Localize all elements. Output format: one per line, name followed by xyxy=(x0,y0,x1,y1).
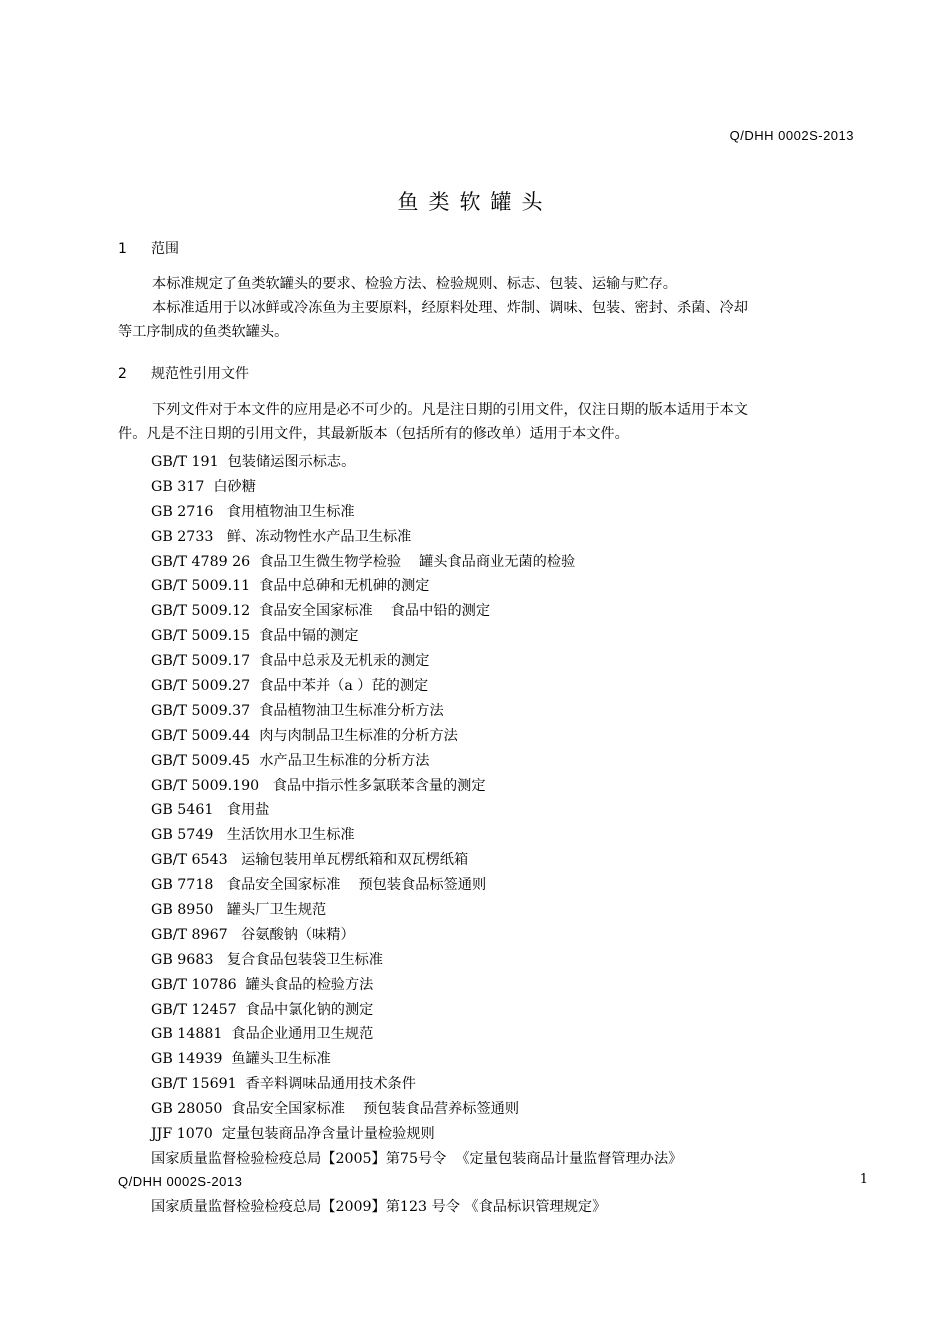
reference-item: GB 8950 罐头厂卫生规范 xyxy=(151,902,327,919)
reference-item: GB/T 8967 谷氨酸钠（味精） xyxy=(151,926,355,943)
reference-item: GB/T 5009.17 食品中总汞及无机汞的测定 xyxy=(151,653,430,670)
reference-item: GB/T 5009.45 水产品卫生标准的分析方法 xyxy=(151,752,430,769)
paragraph: 本标准规定了鱼类软罐头的要求、检验方法、检验规则、标志、包装、运输与贮存。 xyxy=(152,276,677,292)
reference-item: GB/T 12457 食品中氯化钠的测定 xyxy=(151,1001,374,1018)
section-2-heading xyxy=(118,363,249,383)
reference-item: GB 2716 食用植物油卫生标准 xyxy=(151,503,355,520)
reference-item: JJF 1070 定量包装商品净含量计量检验规则 xyxy=(151,1126,435,1143)
reference-item: GB 9683 复合食品包装袋卫生标准 xyxy=(151,951,383,968)
paragraph: 下列文件对于本文件的应用是必不可少的。凡是注日期的引用文件，仅注日期的版本适用于本文 xyxy=(152,402,748,418)
paragraph: 本标准适用于以冰鲜或冷冻鱼为主要原料，经原料处理、炸制、调味、包装、密封、杀菌、冷却 xyxy=(152,300,748,316)
reference-item: 国家质量监督检验检疫总局【2005】第75号令 《定量包装商品计量监督管理办法》 xyxy=(151,1150,683,1167)
reference-item-next-page: 国家质量监督检验检疫总局【2009】第123 号令 《食品标识管理规定》 xyxy=(151,1199,607,1215)
reference-item: GB 317 白砂糖 xyxy=(151,478,256,495)
reference-item: GB/T 10786 罐头食品的检验方法 xyxy=(151,976,374,993)
reference-item: GB 7718 食品安全国家标准 预包装食品标签通则 xyxy=(151,877,487,894)
reference-item: GB 5461 食用盐 xyxy=(151,802,270,819)
reference-item: GB/T 5009.190 食品中指示性多氯联苯含量的测定 xyxy=(151,777,486,794)
document-code-header: Q/DHH 0002S-2013 xyxy=(729,128,854,143)
reference-item: GB 14939 鱼罐头卫生标准 xyxy=(151,1051,331,1068)
page-number: 1 xyxy=(859,1172,868,1187)
reference-item: GB/T 4789 26 食品卫生微生物学检验 罐头食品商业无菌的检验 xyxy=(151,553,576,570)
section-2-body xyxy=(118,398,748,446)
reference-item: GB 2733 鲜、冻动物性水产品卫生标准 xyxy=(151,528,412,545)
paragraph-continuation: 等工序制成的鱼类软罐头。 xyxy=(118,324,289,340)
section-title: 规范性引用文件 xyxy=(151,366,249,382)
reference-item: GB/T 5009.12 食品安全国家标准 食品中铅的测定 xyxy=(151,603,491,620)
section-1-heading xyxy=(118,238,179,258)
section-title: 范围 xyxy=(151,241,179,257)
reference-item: GB/T 5009.11 食品中总砷和无机砷的测定 xyxy=(151,578,430,595)
reference-item: GB 28050 食品安全国家标准 预包装食品营养标签通则 xyxy=(151,1101,520,1118)
document-code-footer: Q/DHH 0002S-2013 xyxy=(118,1174,243,1189)
section-1-body xyxy=(118,272,748,344)
reference-item: GB/T 6543 运输包装用单瓦楞纸箱和双瓦楞纸箱 xyxy=(151,852,469,869)
reference-item: GB/T 15691 香辛料调味品通用技术条件 xyxy=(151,1076,416,1093)
section-number: 2 xyxy=(118,366,127,382)
reference-item: GB 5749 生活饮用水卫生标准 xyxy=(151,827,355,844)
reference-item: GB/T 5009.44 肉与肉制品卫生标准的分析方法 xyxy=(151,727,458,744)
paragraph-continuation: 件。凡是不注日期的引用文件，其最新版本（包括所有的修改单）适用于本文件。 xyxy=(118,426,629,442)
reference-item: GB/T 191 包装储运图示标志。 xyxy=(151,454,356,470)
reference-item: GB 14881 食品企业通用卫生规范 xyxy=(151,1026,374,1043)
document-title: 鱼类软罐头 xyxy=(397,190,553,214)
normative-references-list xyxy=(151,450,682,1172)
reference-item: GB/T 5009.15 食品中镉的测定 xyxy=(151,628,359,645)
section-number: 1 xyxy=(118,241,127,257)
reference-item: GB/T 5009.27 食品中苯并（a ）芘的测定 xyxy=(151,678,429,695)
reference-item: GB/T 5009.37 食品植物油卫生标准分析方法 xyxy=(151,702,444,719)
